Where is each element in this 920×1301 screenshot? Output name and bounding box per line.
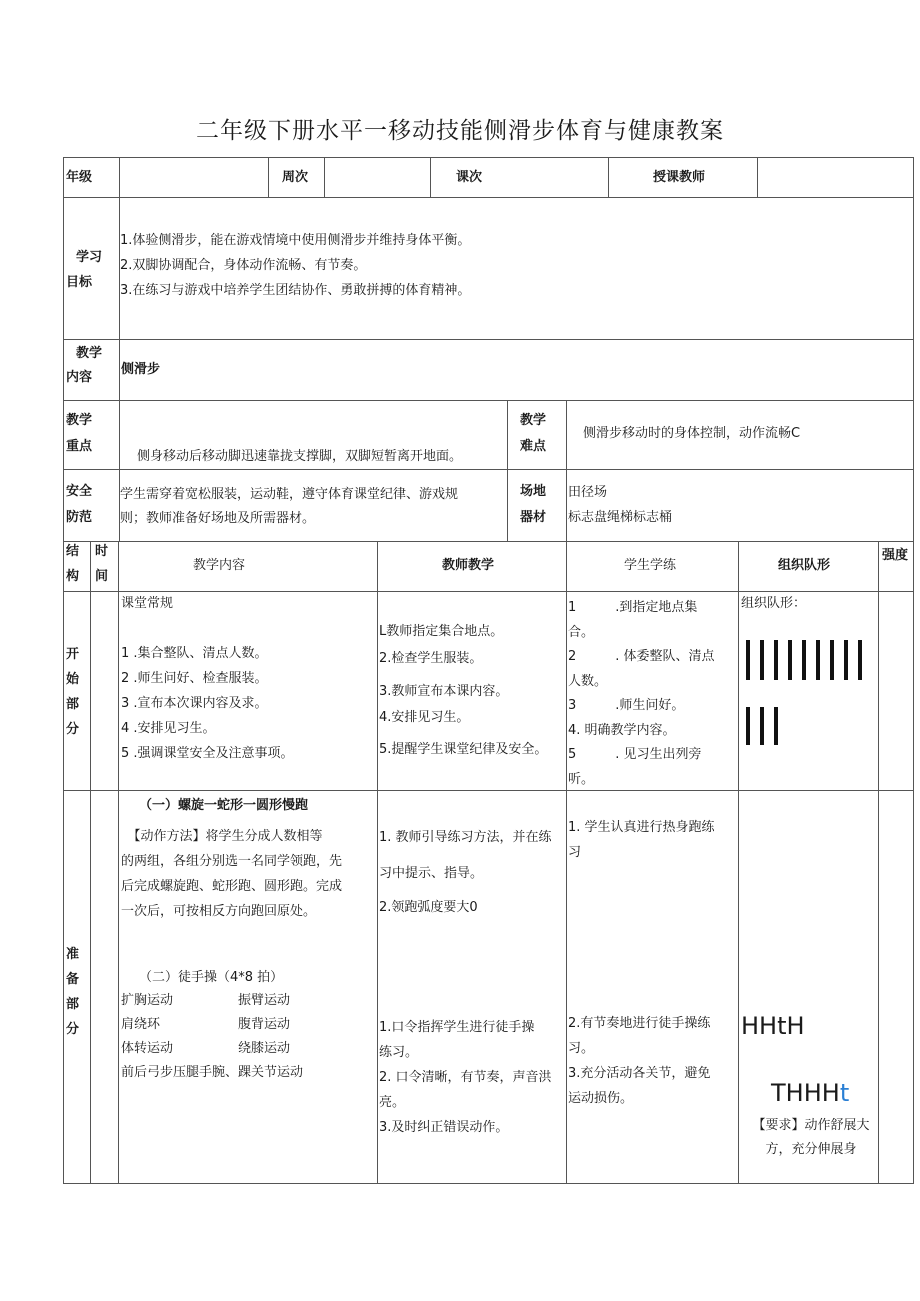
grade-label: 年级	[66, 170, 93, 185]
table-border	[63, 1183, 913, 1184]
student-mark	[858, 640, 862, 680]
student-mark	[760, 640, 764, 680]
start-content-title: 课堂常规	[121, 596, 174, 611]
list-item: 3 .宣布本次课内容及求。	[121, 696, 268, 711]
content-label: 教学	[76, 346, 103, 361]
content-label: 内容	[66, 370, 93, 385]
prep-part1-text: 【动作方法】将学生分成人数相等 的两组，各组分别选一名同学领跑，先 后完成螺旋跑、蛇形跑、圆形跑。完成 一次后，可按相反方向跑回原处。	[121, 829, 343, 919]
content-value: 侧滑步	[121, 362, 161, 377]
formation-requirement: 【要求】动作舒展大 方，充分伸展身	[752, 1118, 870, 1157]
student-mark	[760, 707, 764, 745]
table-border	[738, 541, 739, 1184]
table-border	[507, 400, 508, 542]
start-content-list	[121, 641, 294, 766]
student-mark	[788, 640, 792, 680]
formation-row-2	[746, 707, 788, 745]
list-item: 听。	[568, 771, 595, 787]
list-item: 5 .强调课堂安全及注意事项。	[121, 746, 294, 761]
exercise-row: 体转运动 绕膝运动	[121, 1041, 291, 1056]
safety-label: 安全	[66, 484, 93, 499]
venue-line: 田径场	[568, 485, 608, 500]
lesson-label: 课次	[456, 170, 483, 185]
list-item: 2 .师生问好、检查服装。	[121, 671, 268, 686]
venue-label: 场地	[520, 484, 547, 499]
difficulty-label: 难点	[520, 439, 547, 454]
table-border	[63, 591, 913, 592]
page-title: 二年级下册水平一移动技能侧滑步体育与健康教案	[196, 118, 724, 144]
table-border	[430, 157, 431, 198]
table-border	[63, 469, 913, 470]
student-mark	[816, 640, 820, 680]
teacher-label: 授课教师	[653, 170, 706, 185]
list-item: 2 . 体委整队、清点	[568, 649, 715, 664]
goals-label: 目标	[66, 275, 93, 290]
prep-teacher-item: 习中提示、指导。	[379, 866, 484, 881]
prep-part2-exercises	[121, 989, 303, 1085]
goal-item: 3.在练习与游戏中培养学生团结协作、勇敢拼搏的体育精神。	[120, 283, 471, 298]
safety-line: 则；教师准备好场地及所需器材。	[120, 511, 316, 526]
start-teacher-item: 2.检查学生服装。	[379, 651, 483, 666]
venue-line: 标志盘绳梯标志桶	[568, 510, 673, 525]
table-border	[377, 541, 378, 1184]
difficulty-label: 教学	[520, 413, 547, 428]
formation-diagram-text: HHtH	[741, 1012, 805, 1040]
prep-student-list-1: 1. 学生认真进行热身跑练 习	[568, 820, 715, 860]
start-teacher-item: L教师指定集合地点。	[379, 624, 504, 639]
prep-teacher-item: 2.领跑弧度要大0	[379, 900, 478, 915]
prep-teacher-list-2: 1.口令指挥学生进行徒手操 练习。 2. 口令清晰，有节奏，声音洪 亮。 3.及时纠正错误动作。	[379, 1020, 552, 1135]
table-border	[566, 541, 567, 1184]
table-border	[63, 157, 913, 158]
table-border	[566, 400, 567, 542]
prep-part2-title: （二）徒手操（4*8 拍）	[139, 970, 284, 985]
start-teacher-item: 5.提醒学生课堂纪律及安全。	[379, 742, 548, 757]
safety-label: 防范	[66, 510, 93, 525]
focus-value: 侧身移动后移动脚迅速靠拢支撑脚，双脚短暂离开地面。	[137, 449, 463, 464]
list-item: 1 .到指定地点集	[568, 600, 698, 615]
student-mark	[844, 640, 848, 680]
focus-label: 教学	[66, 413, 93, 428]
start-teacher-item: 4.安排见习生。	[379, 710, 470, 725]
week-label: 周次	[282, 170, 309, 185]
prep-student-list-2: 2.有节奏地进行徒手操练 习。 3.充分活动各关节，避免 运动损伤。	[568, 1016, 711, 1106]
list-item: 4 .安排见习生。	[121, 721, 216, 736]
list-item: 4. 明确教学内容。	[568, 722, 676, 738]
student-mark	[774, 707, 778, 745]
student-mark	[746, 707, 750, 745]
student-mark	[774, 640, 778, 680]
col-formation: 组织队形	[778, 558, 831, 573]
goal-item: 2.双脚协调配合，身体动作流畅、有节奏。	[120, 258, 367, 273]
goals-list	[120, 228, 470, 303]
student-mark	[802, 640, 806, 680]
table-border	[913, 157, 914, 1184]
table-border	[324, 157, 325, 198]
table-border	[63, 157, 64, 1184]
list-item: 人数。	[568, 673, 608, 689]
list-item: 5 . 见习生出列旁	[568, 747, 702, 762]
exercise-row: 肩绕环 腹背运动	[121, 1017, 291, 1032]
goals-label: 学习	[76, 250, 103, 265]
table-border	[63, 400, 913, 401]
table-border	[63, 339, 913, 340]
prep-section-label: 准 备 部 分	[66, 947, 80, 1037]
formation-row-1	[746, 640, 872, 680]
student-mark	[830, 640, 834, 680]
formation-label: 组织队形：	[741, 596, 807, 611]
venue-label: 器材	[520, 510, 547, 525]
col-teacher: 教师教学	[442, 558, 495, 573]
student-mark	[746, 640, 750, 680]
formation-diagram-text: THHHt	[771, 1079, 850, 1107]
table-border	[118, 541, 119, 1184]
start-teacher-item: 3.教师宣布本课内容。	[379, 684, 509, 699]
exercise-row: 扩胸运动 振臂运动	[121, 993, 291, 1008]
table-border	[119, 157, 120, 542]
col-student: 学生学练	[624, 558, 677, 573]
table-border	[608, 157, 609, 198]
start-section-label: 开 始 部 分	[66, 647, 80, 737]
exercise-row: 前后弓步压腿手腕、踝关节运动	[121, 1065, 304, 1080]
col-structure: 结	[66, 544, 80, 559]
col-structure: 构	[66, 569, 80, 584]
safety-line: 学生需穿着宽松服装，运动鞋，遵守体育课堂纪律、游戏规	[120, 487, 459, 502]
start-student-list	[568, 596, 715, 792]
list-item: 合。	[568, 624, 595, 640]
table-border	[63, 197, 913, 198]
table-border	[268, 157, 269, 198]
prep-part1-title: （一）螺旋一蛇形一圆形慢跑	[139, 798, 309, 813]
table-border	[63, 790, 913, 791]
goal-item: 1.体验侧滑步，能在游戏情境中使用侧滑步并维持身体平衡。	[120, 233, 471, 248]
prep-teacher-item: 1. 教师引导练习方法，并在练	[379, 830, 552, 845]
table-border	[90, 541, 91, 1184]
table-border	[63, 541, 913, 542]
col-intensity: 强度	[882, 548, 909, 563]
difficulty-value: 侧滑步移动时的身体控制，动作流畅C	[583, 426, 801, 441]
col-time: 间	[95, 569, 109, 584]
list-item: 3 .师生问好。	[568, 698, 685, 713]
col-content: 教学内容	[193, 558, 246, 573]
table-border	[878, 541, 879, 1184]
list-item: 1 .集合整队、清点人数。	[121, 646, 268, 661]
table-border	[757, 157, 758, 198]
col-time: 时	[95, 544, 109, 559]
focus-label: 重点	[66, 439, 93, 454]
